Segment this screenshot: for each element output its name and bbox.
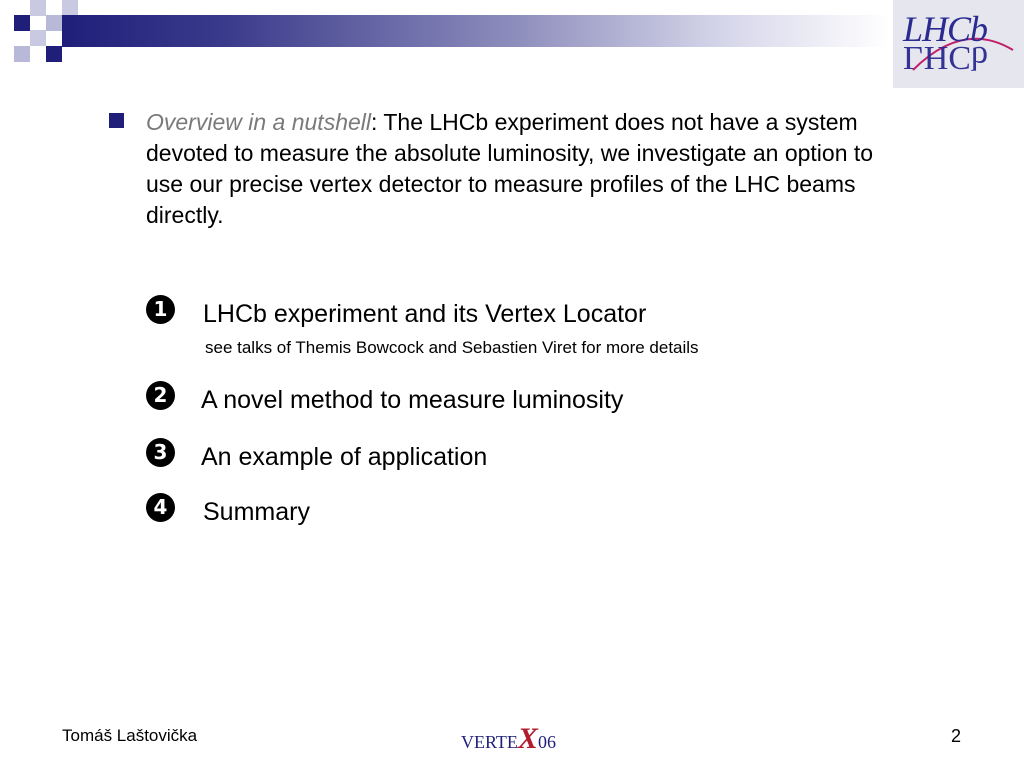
bullet-square-icon	[109, 113, 124, 128]
footer-author: Tomáš Laštovička	[62, 726, 198, 745]
lhcb-logo	[893, 0, 1024, 88]
deco-square	[14, 46, 30, 62]
deco-square	[46, 15, 62, 31]
agenda-item-3: An example of application	[201, 443, 488, 471]
intro-emphasis: Overview in a nutshell	[146, 109, 371, 135]
agenda-item-1-subtext: see talks of Themis Bowcock and Sebastien Viret for more details	[205, 338, 699, 357]
page-number: 2	[951, 726, 962, 746]
deco-square	[30, 30, 46, 46]
number-1-icon: 1	[146, 295, 175, 324]
deco-square	[62, 0, 78, 16]
intro-text: : The LHCb experiment does not have a system devoted to measure the absolute luminosity, we investigate an option to use our precise vertex detector to measure profiles of the LHC beams directly.	[146, 109, 874, 228]
logo-text: LHCb	[903, 9, 988, 49]
deco-square	[14, 15, 30, 31]
number-4-icon: 4	[146, 493, 175, 522]
deco-square	[46, 46, 62, 62]
intro-paragraph	[146, 107, 916, 231]
conference-x: X	[517, 722, 538, 755]
conference-logo	[461, 722, 556, 756]
deco-square	[30, 0, 46, 16]
logo-text-reflection: LHCb	[903, 39, 988, 76]
agenda-item-2: A novel method to measure luminosity	[201, 386, 624, 414]
number-2-icon: 2	[146, 381, 175, 410]
agenda-item-1: LHCb experiment and its Vertex Locator	[203, 300, 647, 328]
conference-year: 06	[537, 732, 556, 752]
header-gradient-bar	[62, 15, 890, 47]
number-3-icon: 3	[146, 438, 175, 467]
agenda-item-4: Summary	[203, 498, 310, 526]
conference-prefix: VERTE	[461, 732, 518, 752]
